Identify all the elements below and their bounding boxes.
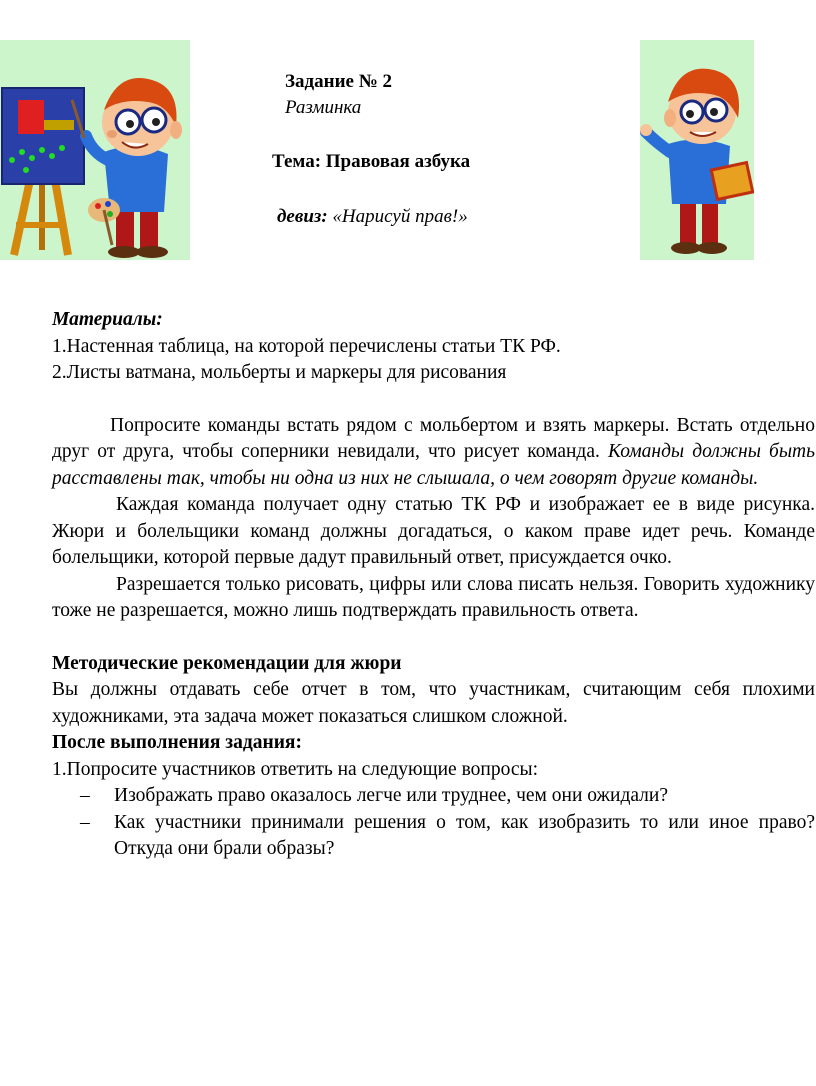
task-subtitle: Разминка <box>285 97 362 118</box>
instructions-paragraph-2: Каждая команда получает одну статью ТК РФ и изображает ее в виде рисунка. Жюри и болельщики команд должны догадаться, о каком праве идет речь. Команде болельщики, которой первые дадут правильный ответ, присуждается очко. <box>52 494 815 568</box>
question-text-2: Как участники принимали решения о том, как изобразить то или иное право? Откуда они брали образы? <box>114 811 815 859</box>
instructions-p1-normal: Попросите команды встать рядом с мольбертом и взять маркеры. Встать отдельно друг от друга, чтобы соперники невидали, что рисует команда. <box>52 414 815 462</box>
theme-line: Тема: Правовая азбука <box>272 151 471 172</box>
instructions-paragraph-3: Разрешается только рисовать, цифры или слова писать нельзя. Говорить художнику тоже не разрешается, можно лишь подтверждать правильность ответа. <box>52 573 815 621</box>
motto-line <box>277 205 468 229</box>
jury-heading: Методические рекомендации для жюри <box>52 652 402 674</box>
materials-heading: Материалы: <box>52 309 163 330</box>
instructions-paragraph-1 <box>52 413 815 493</box>
jury-text: Вы должны отдавать себе отчет в том, что участникам, считающим себя плохими художниками, эта задача может показаться слишком сложной. <box>52 679 815 727</box>
document-body <box>52 307 815 863</box>
questions-list <box>52 783 815 863</box>
question-text-1: Изображать право оказалось легче или труднее, чем они ожидали? <box>114 785 669 806</box>
boy-with-book-icon <box>640 40 754 260</box>
task-title: Задание № 2 <box>285 71 393 92</box>
materials-item-1: 1.Настенная таблица, на которой перечислены статьи ТК РФ. <box>52 335 561 357</box>
boy-painting-illustration <box>0 40 190 260</box>
after-heading: После выполнения задания: <box>52 732 302 753</box>
boy-painting-icon <box>0 40 190 260</box>
motto-value: «Нарисуй прав!» <box>327 206 468 227</box>
list-item <box>52 783 815 810</box>
boy-with-book-illustration <box>640 40 754 260</box>
motto-label: девиз: <box>277 206 328 227</box>
instructions-p1-italic: Команды должны быть расставлены так, чтобы ни одна из них не слышала, о чем говорят другие команды. <box>52 441 815 489</box>
after-intro: 1.Попросите участников ответить на следующие вопросы: <box>52 758 538 780</box>
dash-bullet: – <box>80 811 90 833</box>
dash-bullet: – <box>80 785 90 806</box>
list-item <box>52 810 815 863</box>
materials-item-2: 2.Листы ватмана, мольберты и маркеры для рисования <box>52 362 507 383</box>
